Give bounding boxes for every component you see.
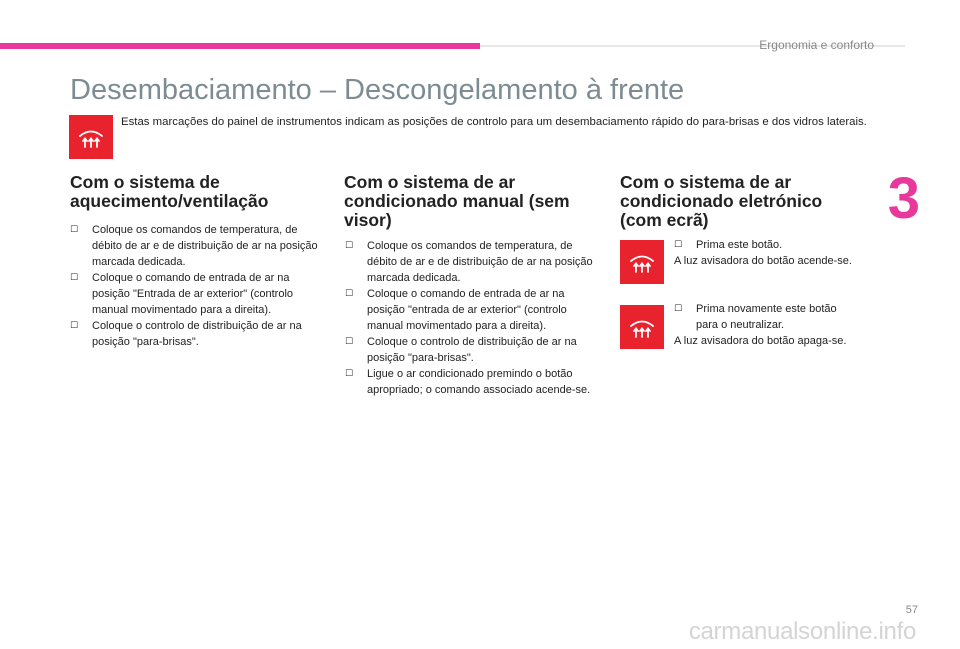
page-title: Desembaciamento – Descongelamento à frente bbox=[70, 74, 685, 106]
electronic-ac-step-2 bbox=[674, 301, 889, 349]
intro-text: Estas marcações do painel de instrumentos indicam as posições de controlo para um desembaciamento rápido do para-brisas e dos vidros laterais. bbox=[121, 116, 867, 128]
step-note: A luz avisadora do botão apaga-se. bbox=[674, 335, 847, 347]
front-defrost-button-icon bbox=[620, 240, 664, 284]
list-item: ☐ Coloque o comando de entrada de ar na posição "entrada de ar exterior" (controlo manual movimentado para a direita). bbox=[345, 286, 601, 334]
chapter-number: 3 bbox=[887, 166, 920, 231]
list-item: ☐ Coloque o controlo de distribuição de ar na posição "para-brisas". bbox=[70, 318, 324, 350]
list-item: ☐ Ligue o ar condicionado premindo o botão apropriado; o comando associado acende-se. bbox=[345, 366, 601, 398]
manual-ac-section-title: Com o sistema de ar condicionado manual (sem visor) bbox=[344, 172, 570, 230]
electronic-ac-section-title: Com o sistema de ar condicionado eletrónico (com ecrã) bbox=[620, 172, 823, 230]
section-name: Ergonomia e conforto bbox=[759, 38, 874, 52]
list-item: ☐ Prima novamente este botão para o neutralizar. bbox=[674, 301, 856, 333]
page-number: 57 bbox=[905, 604, 918, 616]
front-defrost-icon bbox=[69, 115, 113, 159]
electronic-ac-step-1 bbox=[674, 237, 889, 269]
list-item: ☐ Coloque o comando de entrada de ar na posição "Entrada de ar exterior" (controlo manual movimentado para a direita). bbox=[70, 270, 324, 318]
heating-section-title: Com o sistema de aquecimento/ventilação bbox=[70, 172, 269, 211]
step-note: A luz avisadora do botão acende-se. bbox=[674, 255, 852, 267]
front-defrost-button-icon bbox=[620, 305, 664, 349]
list-item: ☐ Coloque os comandos de temperatura, de débito de ar e de distribuição de ar na posição marcada dedicada. bbox=[70, 222, 324, 270]
list-item: ☐ Coloque o controlo de distribuição de ar na posição "para-brisas". bbox=[345, 334, 601, 366]
watermark: carmanualsonline.info bbox=[688, 618, 916, 645]
manual-ac-steps-list bbox=[345, 238, 601, 398]
list-item: ☐ Prima este botão. bbox=[674, 237, 889, 253]
list-item: ☐ Coloque os comandos de temperatura, de débito de ar e de distribuição de ar na posição marcada dedicada. bbox=[345, 238, 601, 286]
header-accent-bar bbox=[0, 43, 480, 49]
heating-steps-list bbox=[70, 222, 324, 350]
